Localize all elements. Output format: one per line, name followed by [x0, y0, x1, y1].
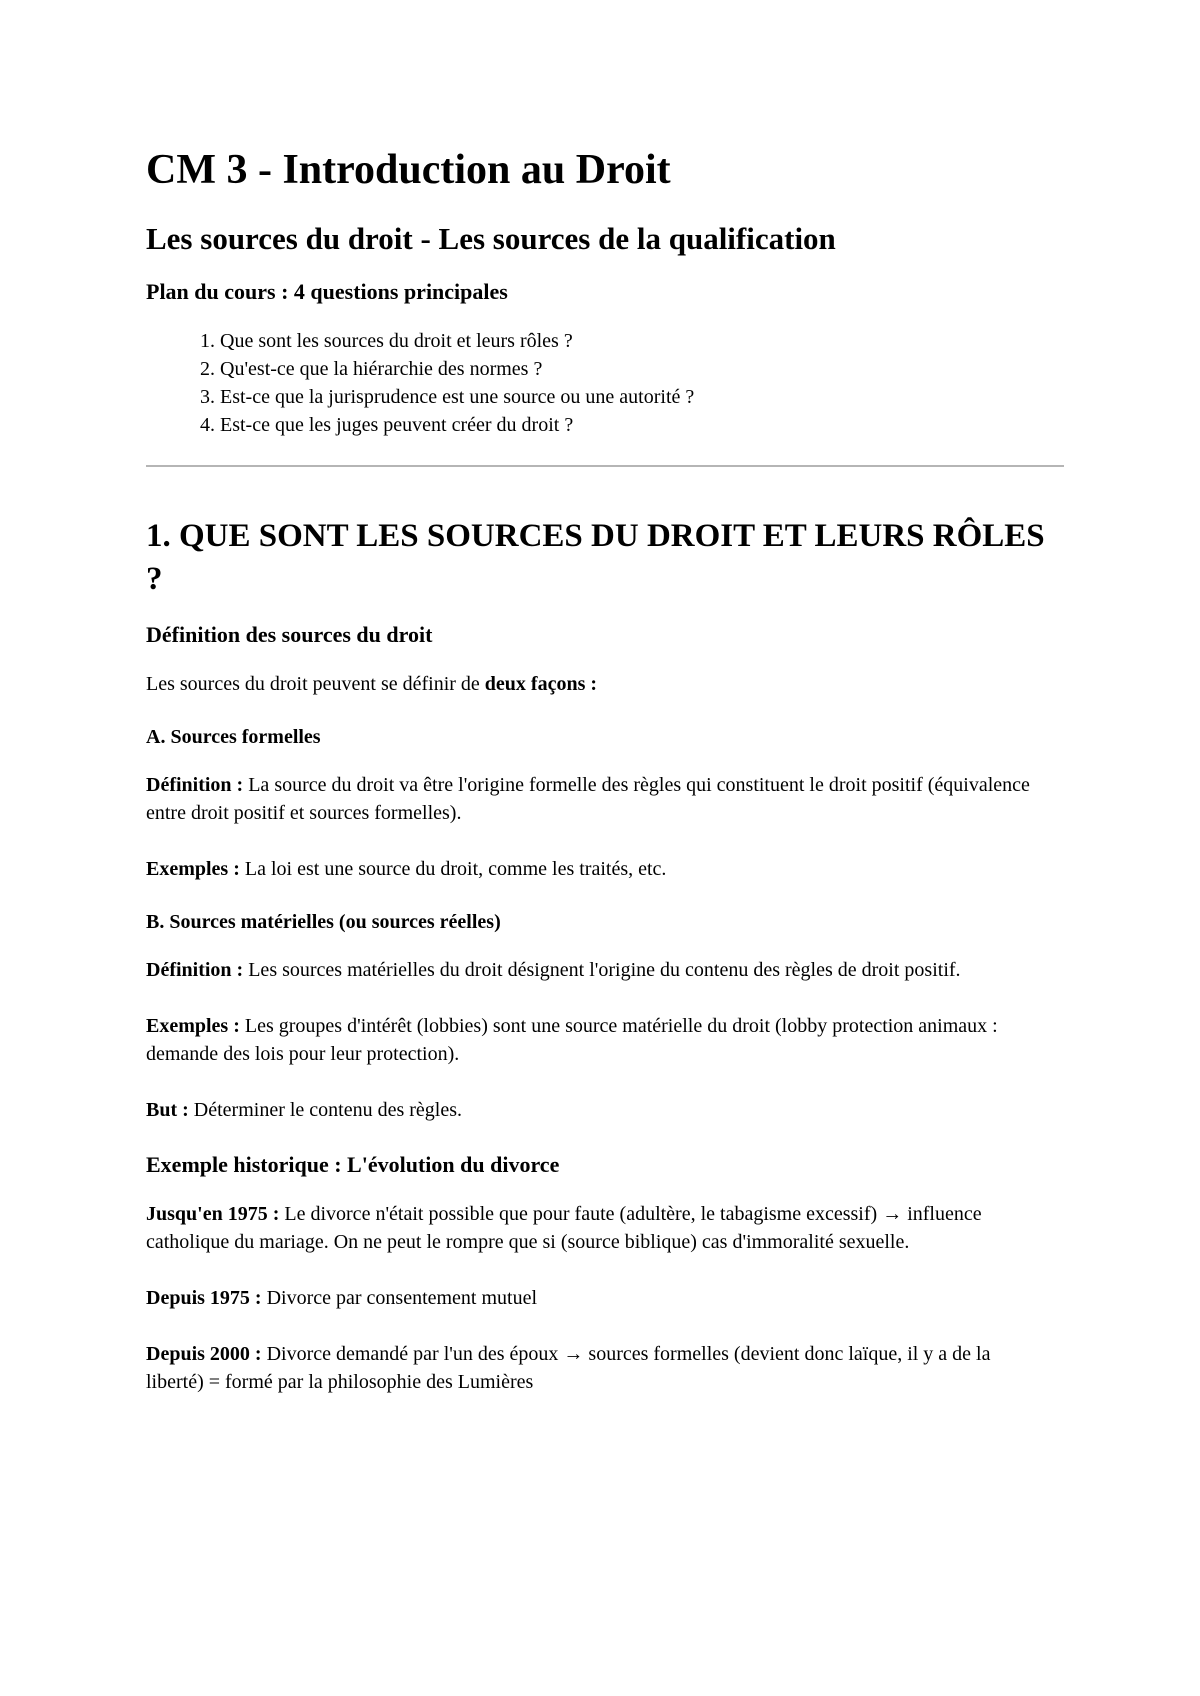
historical-heading: Exemple historique : L'évolution du divorce	[146, 1151, 560, 1177]
label: Définition :	[146, 958, 244, 981]
historical-entry	[146, 1200, 1046, 1256]
materielles-definition	[146, 956, 1046, 984]
label: Depuis 2000 :	[146, 1342, 262, 1365]
text: Divorce demandé par l'un des époux → sources formelles (devient donc laïque, il y a de la liberté) = formé par la philosophie des Lumières	[146, 1342, 991, 1393]
page-subtitle: Les sources du droit - Les sources de la qualification	[146, 221, 836, 257]
formelles-heading: A. Sources formelles	[146, 725, 321, 748]
plan-item: 4. Est-ce que les juges peuvent créer du droit ?	[220, 411, 1060, 439]
formelles-definition	[146, 771, 1046, 827]
text: La loi est une source du droit, comme les traités, etc.	[239, 857, 667, 880]
materielles-goal	[146, 1096, 1046, 1124]
definition-heading: Définition des sources du droit	[146, 621, 433, 647]
formelles-examples	[146, 855, 1046, 883]
intro-text: Les sources du droit peuvent se définir de	[146, 672, 485, 695]
materielles-examples	[146, 1012, 1046, 1068]
text: Les groupes d'intérêt (lobbies) sont une source matérielle du droit (lobby protection animaux : demande des lois pour leur protection).	[146, 1014, 998, 1065]
text: La source du droit va être l'origine formelle des règles qui constituent le droit positif (équivalence entre droit positif et sources formelles).	[146, 773, 1030, 824]
section-heading: 1. QUE SONT LES SOURCES DU DROIT ET LEURS RÔLES ?	[146, 518, 1045, 597]
section-divider	[146, 465, 1064, 467]
text: Divorce par consentement mutuel	[261, 1286, 538, 1309]
label: But :	[146, 1098, 189, 1121]
historical-entry	[146, 1340, 1046, 1396]
label: Jusqu'en 1975 :	[146, 1202, 280, 1225]
text: Le divorce n'était possible que pour faute (adultère, le tabagisme excessif) → influence catholique du mariage. On ne peut le rompre que si (source biblique) cas d'immoralité sexuelle.	[146, 1202, 982, 1253]
historical-entry	[146, 1284, 1046, 1312]
text: Déterminer le contenu des règles.	[188, 1098, 463, 1121]
label: Exemples :	[146, 1014, 240, 1037]
plan-item: 1. Que sont les sources du droit et leurs rôles ?	[220, 327, 1060, 355]
materielles-heading: B. Sources matérielles (ou sources réelles)	[146, 910, 501, 933]
intro-paragraph	[146, 670, 1046, 698]
intro-bold: deux façons :	[484, 672, 598, 695]
plan-list	[146, 327, 1060, 439]
text: Les sources matérielles du droit désignent l'origine du contenu des règles de droit positif.	[243, 958, 961, 981]
plan-heading: Plan du cours : 4 questions principales	[146, 279, 508, 305]
label: Définition :	[146, 773, 244, 796]
page-title: CM 3 - Introduction au Droit	[146, 147, 671, 193]
label: Depuis 1975 :	[146, 1286, 262, 1309]
label: Exemples :	[146, 857, 240, 880]
plan-item: 2. Qu'est-ce que la hiérarchie des normes ?	[220, 355, 1060, 383]
plan-item: 3. Est-ce que la jurisprudence est une source ou une autorité ?	[220, 383, 1060, 411]
